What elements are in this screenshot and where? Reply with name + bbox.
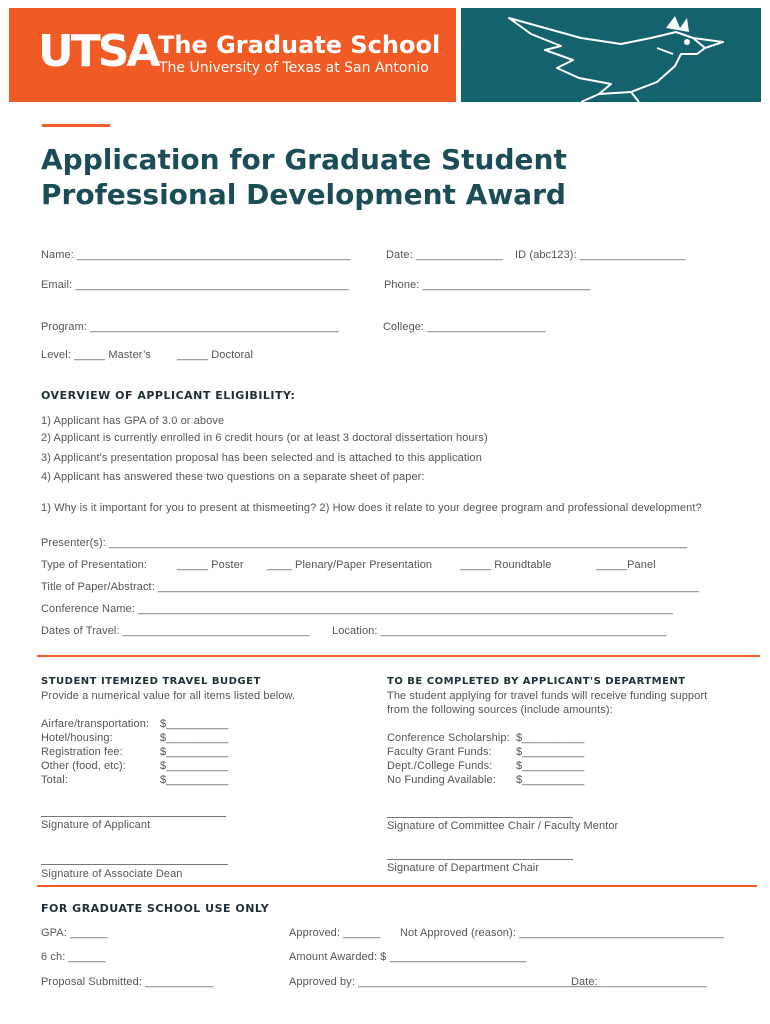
not-approved-field[interactable]: Not Approved (reason): _________________________________ xyxy=(400,927,725,939)
phone-field[interactable]: Phone: ___________________________ xyxy=(384,279,591,291)
associate-dean-signature-label: Signature of Associate Dean xyxy=(41,868,183,880)
credit-hours-field[interactable]: 6 ch: ______ xyxy=(41,951,106,963)
program-field[interactable]: Program: ________________________________________ xyxy=(41,321,339,333)
chair-mentor-signature-label: Signature of Committee Chair / Faculty Mentor xyxy=(387,820,619,832)
eligibility-item: 1) Applicant has GPA of 3.0 or above xyxy=(41,415,225,427)
presentation-type-label: Type of Presentation: xyxy=(41,559,148,571)
budget-value[interactable]: $__________ xyxy=(160,774,229,786)
budget-label: Registration fee: xyxy=(41,746,123,758)
funding-label: Faculty Grant Funds: xyxy=(387,746,492,758)
level-doctoral-field[interactable]: _____ Doctoral xyxy=(177,349,254,361)
date-field[interactable]: Date: ______________ xyxy=(386,249,503,261)
university-name: The University of Texas at San Antonio xyxy=(159,60,429,76)
chair-mentor-signature-line[interactable] xyxy=(387,817,573,818)
college-field[interactable]: College: ___________________ xyxy=(383,321,546,333)
section-divider xyxy=(37,655,760,657)
title-abstract-field[interactable]: Title of Paper/Abstract: _______________________________________________________________________________________ xyxy=(41,581,699,593)
proposal-submitted-field[interactable]: Proposal Submitted: ___________ xyxy=(41,976,214,988)
department-instruction: The student applying for travel funds will receive funding support xyxy=(387,690,708,702)
associate-dean-signature-line[interactable] xyxy=(41,864,228,865)
form-title: Application for Graduate Student Professional Development Award xyxy=(41,143,567,211)
gpa-field[interactable]: GPA: ______ xyxy=(41,927,108,939)
eligibility-questions: 1) Why is it important for you to present at thismeeting? 2) How does it relate to your degree program and professional development? xyxy=(41,502,702,514)
dept-chair-signature-line[interactable] xyxy=(387,859,573,860)
budget-value[interactable]: $__________ xyxy=(160,718,229,730)
applicant-signature-label: Signature of Applicant xyxy=(41,819,151,831)
amount-awarded-field[interactable]: Amount Awarded: $ ______________________ xyxy=(289,951,527,963)
approved-by-field[interactable]: Approved by: _______________________________________ xyxy=(289,976,601,988)
budget-heading: STUDENT ITEMIZED TRAVEL BUDGET xyxy=(41,676,261,687)
title-accent-bar xyxy=(42,124,110,127)
name-field[interactable]: Name: ____________________________________________ xyxy=(41,249,351,261)
funding-value[interactable]: $__________ xyxy=(516,760,585,772)
budget-value[interactable]: $__________ xyxy=(160,760,229,772)
budget-label: Hotel/housing: xyxy=(41,732,113,744)
id-field[interactable]: ID (abc123): _________________ xyxy=(515,249,686,261)
eligibility-heading: OVERVIEW OF APPLICANT ELIGIBILITY: xyxy=(41,389,296,402)
location-field[interactable]: Location: ______________________________________________ xyxy=(332,625,667,637)
funding-label: Conference Scholarship: xyxy=(387,732,510,744)
dept-chair-signature-label: Signature of Department Chair xyxy=(387,862,540,874)
poster-option[interactable]: _____ Poster xyxy=(177,559,244,571)
plenary-option[interactable]: ____ Plenary/Paper Presentation xyxy=(267,559,433,571)
funding-value[interactable]: $__________ xyxy=(516,774,585,786)
grad-use-heading: FOR GRADUATE SCHOOL USE ONLY xyxy=(41,902,270,915)
funding-label: Dept./College Funds: xyxy=(387,760,493,772)
eligibility-item: 3) Applicant's presentation proposal has been selected and is attached to this application xyxy=(41,452,482,464)
panel-option[interactable]: _____Panel xyxy=(596,559,656,571)
email-field[interactable]: Email: ____________________________________________ xyxy=(41,279,349,291)
department-instruction: from the following sources (include amounts): xyxy=(387,704,613,716)
funding-label: No Funding Available: xyxy=(387,774,496,786)
roadrunner-mascot-icon xyxy=(461,8,761,102)
budget-label: Other (food, etc): xyxy=(41,760,126,772)
grad-use-date-field[interactable]: Date: _________________ xyxy=(571,976,707,988)
presenters-field[interactable]: Presenter(s): _____________________________________________________________________________________________ xyxy=(41,537,688,549)
level-masters-field[interactable]: Level: _____ Master’s xyxy=(41,349,151,361)
budget-label: Airfare/transportation: xyxy=(41,718,150,730)
school-title: The Graduate School xyxy=(158,31,441,59)
eligibility-item: 4) Applicant has answered these two questions on a separate sheet of paper: xyxy=(41,471,425,483)
conference-name-field[interactable]: Conference Name: ______________________________________________________________________________________ xyxy=(41,603,673,615)
approved-field[interactable]: Approved: ______ xyxy=(289,927,381,939)
funding-value[interactable]: $__________ xyxy=(516,732,585,744)
budget-value[interactable]: $__________ xyxy=(160,746,229,758)
dates-of-travel-field[interactable]: Dates of Travel: ______________________________ xyxy=(41,625,310,637)
budget-label: Total: xyxy=(41,774,68,786)
funding-value[interactable]: $__________ xyxy=(516,746,585,758)
eligibility-item: 2) Applicant is currently enrolled in 6 credit hours (or at least 3 doctoral dissertation hours) xyxy=(41,432,488,444)
applicant-signature-line[interactable] xyxy=(41,816,226,817)
roundtable-option[interactable]: _____ Roundtable xyxy=(460,559,552,571)
budget-instruction: Provide a numerical value for all items listed below. xyxy=(41,690,296,702)
section-divider xyxy=(37,885,757,887)
utsa-logo: UTSA xyxy=(38,26,158,77)
department-heading: TO BE COMPLETED BY APPLICANT'S DEPARTMENT xyxy=(387,676,686,687)
header-teal-panel xyxy=(461,8,761,102)
budget-value[interactable]: $__________ xyxy=(160,732,229,744)
